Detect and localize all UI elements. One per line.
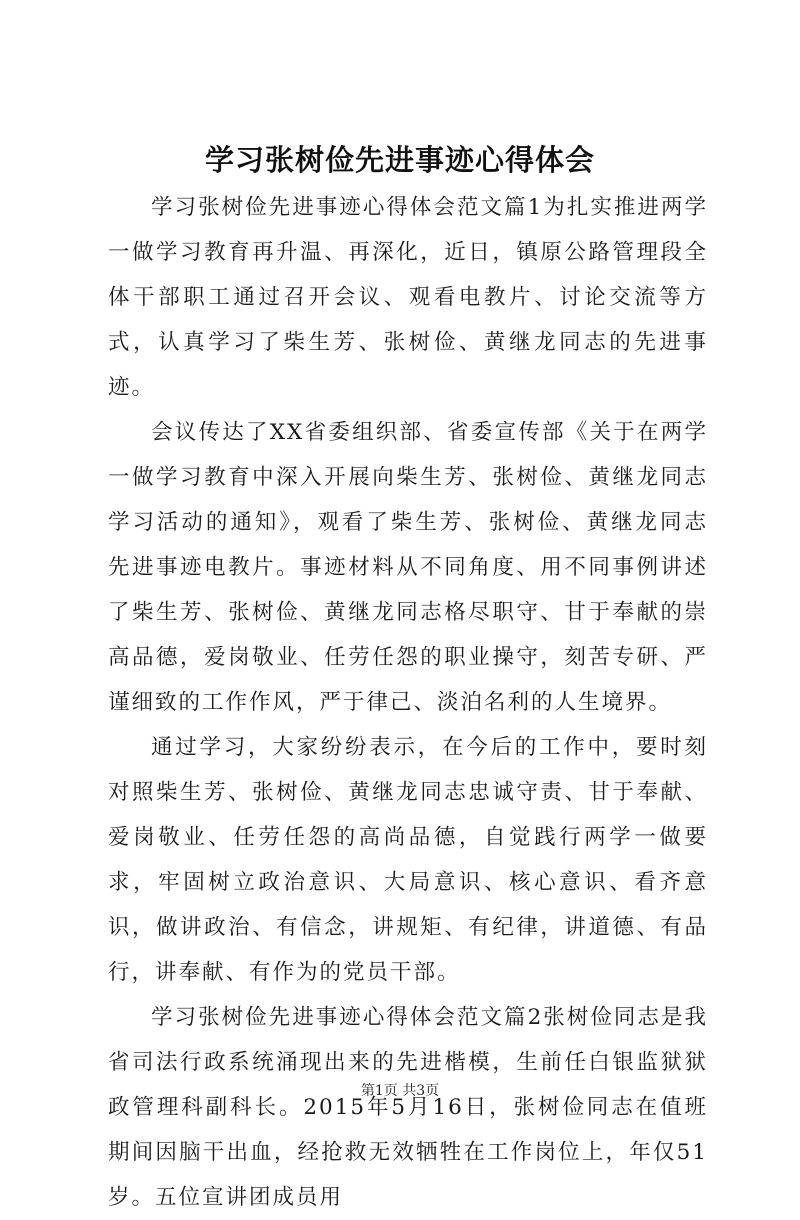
- paragraph-3: 通过学习，大家纷纷表示，在今后的工作中，要时刻对照柴生芳、张树俭、黄继龙同志忠诚守责、甘于奉献、爱岗敬业、任劳任怨的高尚品德，自觉践行两学一做要求，牢固树立政治意识、大局意识、核心意识、看齐意识，做讲政治、有信念，讲规矩、有纪律，讲道德、有品行，讲奉献、有作为的党员干部。: [108, 735, 708, 985]
- paragraph-2: 会议传达了XX省委组织部、省委宣传部《关于在两学一做学习教育中深入开展向柴生芳、张树俭、黄继龙同志学习活动的通知》，观看了柴生芳、张树俭、黄继龙同志先进事迹电教片。事迹材料从不同角度、用不同事例讲述了柴生芳、张树俭、黄继龙同志格尽职守、甘于奉献的崇高品德，爱岗敬业、任劳任怨的职业操守，刻苦专研、严谨细致的工作作风，严于律己、淡泊名利的人生境界。: [108, 420, 708, 715]
- paragraph-4: 学习张树俭先进事迹心得体会范文篇2张树俭同志是我省司法行政系统涌现出来的先进楷模，生前任白银监狱狱政管理科副科长。2015年5月16日，张树俭同志在值班期间因脑干出血，经抢救无效牺牲在工作岗位上，年仅51岁。五位宣讲团成员用: [108, 1005, 708, 1210]
- document-body: [108, 185, 708, 1220]
- page-number-footer: 第1页 共3页: [360, 1083, 440, 1099]
- paragraph-1: 学习张树俭先进事迹心得体会范文篇1为扎实推进两学一做学习教育再升温、再深化，近日，镇原公路管理段全体干部职工通过召开会议、观看电教片、讨论交流等方式，认真学习了柴生芳、张树俭、黄继龙同志的先进事迹。: [108, 195, 708, 400]
- document-title: 学习张树俭先进事迹心得体会: [204, 143, 595, 177]
